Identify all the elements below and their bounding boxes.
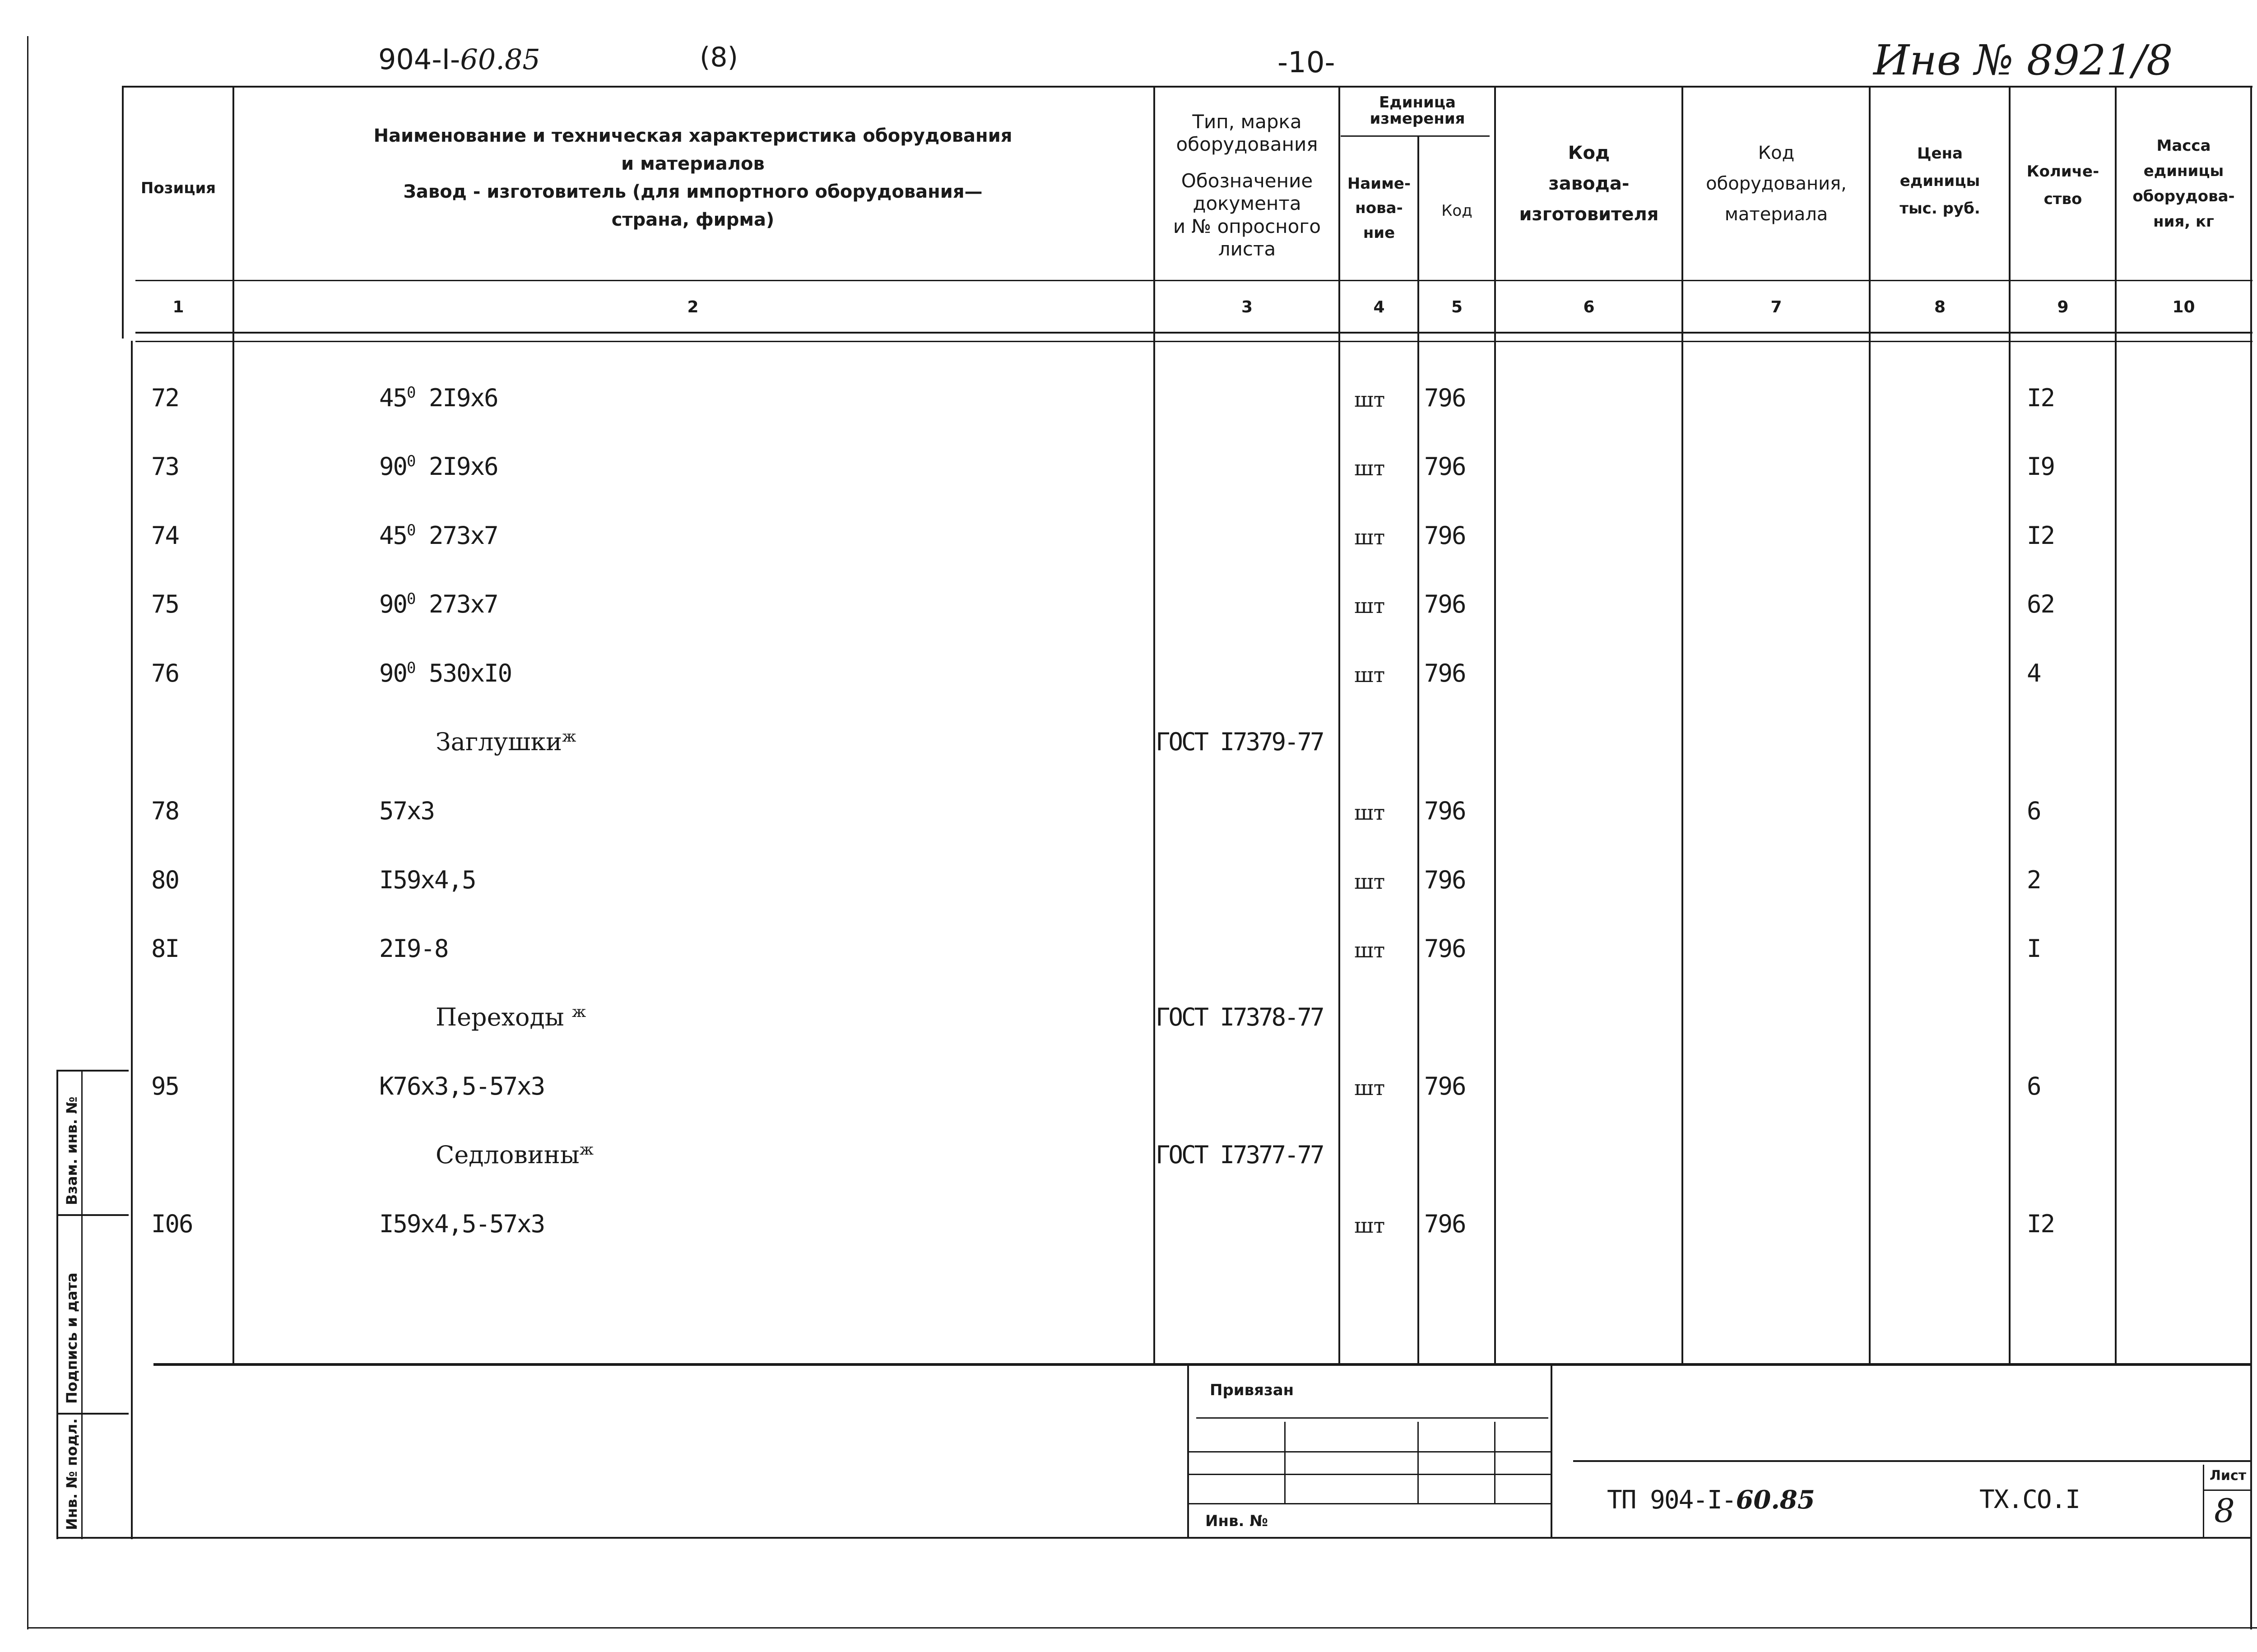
side-label-podpis: Подпись и дата (63, 1272, 80, 1404)
row-position: 80 (151, 866, 179, 894)
body-left-border (131, 341, 133, 1354)
group-standard: ГОСТ I7379-77 (1156, 728, 1323, 756)
frame-left (27, 36, 28, 1629)
row-quantity: 4 (2027, 659, 2041, 687)
header-material-code-line-1: Код (1758, 143, 1795, 163)
sheet-box-mid (2203, 1490, 2250, 1491)
row-degree: 0 (407, 659, 415, 677)
table-right-border (2250, 86, 2252, 1629)
group-footnote-mark: ж (579, 1141, 594, 1159)
row-item-name (379, 590, 498, 618)
row-quantity: I (2027, 934, 2041, 963)
colnum-5: 5 (1451, 298, 1463, 316)
header-name-line-1: Наименование и техническая характеристика оборудования (373, 125, 1012, 146)
table-row (0, 934, 2257, 970)
header-quantity-line-2: ство (2043, 190, 2082, 209)
stamp-doc-code (1607, 1485, 1815, 1515)
row-item-name (379, 452, 498, 481)
header-price-line-2: единицы (1899, 172, 1980, 190)
row-position: 74 (151, 521, 179, 550)
header-position: Позиция (140, 179, 216, 197)
header-name-line-2: и материалов (621, 153, 765, 174)
privyazan-label: Привязан (1210, 1381, 1294, 1399)
row-unit: шт (1354, 869, 1385, 894)
doc-code-suffix: 60.85 (460, 43, 540, 76)
row-unit-code: 796 (1424, 452, 1466, 481)
row-dimension: 530xI0 (429, 659, 512, 687)
colnum-2: 2 (687, 298, 699, 316)
header-material-code-line-3: материала (1724, 204, 1828, 225)
header-price (1871, 140, 2009, 223)
privyazan-div-1 (1284, 1422, 1286, 1503)
header-type-line-5: и № опросного (1173, 215, 1321, 237)
group-title-text: Седловины (436, 1141, 580, 1169)
group-footnote-mark: ж (571, 1003, 586, 1021)
sheet-label: Лист (2210, 1468, 2247, 1484)
colnum-6: 6 (1583, 298, 1595, 316)
header-factory-code-line-2: завода- (1548, 173, 1630, 194)
frame-bottom (27, 1627, 2257, 1629)
group-title (436, 728, 576, 756)
stamp-doc-code-prefix: ТП 904-I- (1607, 1485, 1736, 1515)
row-item-name (379, 659, 511, 687)
row-quantity: 6 (2027, 1072, 2041, 1100)
side-stamp-top (56, 1070, 129, 1072)
row-quantity: I2 (2027, 1210, 2055, 1238)
row-degree: 0 (407, 521, 415, 539)
header-mass-line-2: единицы (2143, 162, 2224, 181)
title-block-line (1573, 1460, 2250, 1462)
header-name (235, 122, 1151, 234)
row-position: 72 (151, 384, 179, 412)
row-dimension: K76x3,5-57x3 (379, 1072, 545, 1100)
header-unit-group-line-2: измерения (1370, 109, 1465, 128)
row-degree: 0 (407, 384, 415, 402)
group-footnote-mark: ж (562, 728, 576, 746)
group-title (436, 1003, 586, 1031)
row-dimension: 2I9x6 (429, 452, 498, 481)
table-row (0, 521, 2257, 557)
row-dimension: I59x4,5-57x3 (379, 1210, 545, 1238)
header-quantity-line-1: Количе- (2026, 162, 2099, 181)
header-unit-name-line-1: Наиме- (1347, 175, 1411, 193)
row-quantity: I2 (2027, 521, 2055, 550)
header-unit-name-line-2: нова- (1355, 199, 1403, 218)
privyazan-line-1 (1196, 1417, 1548, 1419)
privyazan-right (1551, 1363, 1552, 1537)
side-stamp-mid (81, 1070, 83, 1539)
table-row (0, 866, 2257, 902)
row-unit-code: 796 (1424, 659, 1466, 687)
table-group-row (0, 1003, 2257, 1039)
row-unit-code: 796 (1424, 797, 1466, 825)
header-factory-code-line-3: изготовителя (1519, 204, 1659, 225)
row-dimension: I59x4,5 (379, 866, 476, 894)
sheet-value: 8 (2214, 1492, 2235, 1530)
privyazan-line-2 (1187, 1451, 1551, 1452)
sheet-paren: (8) (700, 42, 738, 73)
group-standard: ГОСТ I7378-77 (1156, 1003, 1323, 1031)
row-unit: шт (1354, 525, 1385, 549)
row-degree: 0 (407, 590, 415, 608)
row-quantity: 6 (2027, 797, 2041, 825)
page-number: -10- (1277, 46, 1335, 79)
header-mass-line-4: ния, кг (2153, 213, 2214, 231)
row-dimension: 2I9x6 (429, 384, 498, 412)
row-unit-code: 796 (1424, 1072, 1466, 1100)
table-row (0, 1210, 2257, 1246)
header-type-line-4: документа (1193, 192, 1301, 215)
group-standard: ГОСТ I7377-77 (1156, 1141, 1323, 1169)
row-item-name (379, 521, 498, 550)
table-row (0, 452, 2257, 488)
row-quantity: 62 (2027, 590, 2055, 618)
header-type-line-2: оборудования (1176, 133, 1318, 156)
row-degree: 0 (407, 452, 415, 470)
privyazan-div-2 (1417, 1422, 1419, 1503)
row-unit: шт (1354, 1213, 1385, 1238)
colnum-3: 3 (1241, 298, 1253, 316)
row-unit: шт (1354, 594, 1385, 618)
group-title-text: Переходы (436, 1003, 564, 1031)
row-unit-code: 796 (1424, 934, 1466, 963)
header-bottom-line (135, 332, 2252, 334)
doc-code-prefix: 904-I- (378, 43, 460, 76)
group-title-text: Заглушки (436, 728, 562, 756)
header-price-line-1: Цена (1917, 144, 1963, 162)
header-material-code (1684, 138, 1869, 230)
row-position: 73 (151, 452, 179, 481)
row-quantity: 2 (2027, 866, 2041, 894)
group-title (436, 1141, 594, 1169)
row-angle: 90 (379, 590, 407, 618)
colnum-9: 9 (2057, 298, 2069, 316)
stamp-bottom-line (131, 1537, 2250, 1539)
row-angle: 45 (379, 521, 407, 550)
header-unit-name (1341, 172, 1417, 245)
row-unit-code: 796 (1424, 590, 1466, 618)
row-angle: 45 (379, 384, 407, 412)
row-unit: шт (1354, 1076, 1385, 1100)
row-position: 95 (151, 1072, 179, 1100)
row-quantity: I2 (2027, 384, 2055, 412)
header-name-line-4: страна, фирма) (611, 209, 775, 230)
table-group-row (0, 728, 2257, 764)
row-position: 76 (151, 659, 179, 687)
row-position: I06 (151, 1210, 193, 1238)
colnum-8: 8 (1934, 298, 1946, 316)
row-quantity: I9 (2027, 452, 2055, 481)
table-group-row (0, 1141, 2257, 1177)
stamp-tx-code: ТХ.СО.I (1979, 1485, 2080, 1514)
inv-number-label: Инв. № (1205, 1512, 1268, 1530)
table-left-border (122, 86, 124, 339)
row-unit-code: 796 (1424, 521, 1466, 550)
row-unit-code: 796 (1424, 866, 1466, 894)
inventory-number: Инв № 8921/8 (1873, 36, 2173, 84)
doc-code (378, 43, 540, 76)
table-row (0, 1072, 2257, 1108)
row-dimension: 2I9-8 (379, 934, 448, 963)
header-unit-group (1341, 95, 1494, 127)
table-top-line (122, 86, 2252, 88)
row-unit-code: 796 (1424, 1210, 1466, 1238)
row-position: 8I (151, 934, 179, 963)
header-type (1156, 111, 1338, 260)
row-unit-code: 796 (1424, 384, 1466, 412)
header-type-line-3: Обозначение (1181, 169, 1313, 192)
side-stamp-left (56, 1070, 58, 1539)
header-factory-code-line-1: Код (1568, 143, 1610, 163)
table-row (0, 659, 2257, 695)
row-item-name (379, 384, 498, 412)
colnum-10: 10 (2172, 298, 2195, 316)
table-row (0, 797, 2257, 833)
header-name-line-3: Завод - изготовитель (для импортного оборудования— (403, 181, 983, 202)
row-unit: шт (1354, 456, 1385, 480)
sheet-box-left (2203, 1465, 2204, 1537)
privyazan-left (1187, 1363, 1189, 1537)
header-material-code-line-2: оборудования, (1706, 173, 1847, 194)
header-unit-group-line-1: Единица (1379, 93, 1456, 111)
colnum-7: 7 (1770, 298, 1782, 316)
row-angle: 90 (379, 452, 407, 481)
row-dimension: 273x7 (429, 521, 498, 550)
side-label-inv-podl: Инв. № подл. (63, 1418, 80, 1530)
header-unit-name-line-3: ние (1363, 223, 1395, 242)
row-unit: шт (1354, 663, 1385, 687)
colnum-1: 1 (172, 298, 184, 316)
body-top-line (135, 341, 2252, 342)
row-unit: шт (1354, 387, 1385, 412)
header-type-line-6: листа (1218, 237, 1276, 260)
side-stamp-sep-1 (56, 1214, 129, 1216)
stamp-top-line (153, 1363, 2250, 1366)
side-label-vzam: Взам. инв. № (63, 1096, 80, 1205)
header-mass-line-1: Масса (2156, 137, 2211, 155)
privyazan-div-3 (1494, 1422, 1495, 1503)
privyazan-line-4 (1187, 1503, 1551, 1504)
header-sub-line (135, 280, 2252, 281)
header-quantity (2011, 158, 2115, 213)
unit-group-line (1341, 135, 1490, 137)
row-position: 75 (151, 590, 179, 618)
header-mass-line-3: оборудова- (2132, 187, 2235, 206)
header-mass (2117, 133, 2250, 234)
stamp-left-border (131, 1354, 133, 1539)
table-row (0, 384, 2257, 420)
row-dimension: 273x7 (429, 590, 498, 618)
header-type-line-1: Тип, марка (1192, 111, 1302, 133)
stamp-doc-code-suffix: 60.85 (1736, 1485, 1815, 1515)
privyazan-line-3 (1187, 1474, 1551, 1475)
row-dimension: 57x3 (379, 797, 435, 825)
side-stamp-bottom (56, 1537, 131, 1539)
row-position: 78 (151, 797, 179, 825)
row-unit: шт (1354, 938, 1385, 962)
header-price-line-3: тыс. руб. (1899, 200, 1980, 218)
row-unit: шт (1354, 800, 1385, 825)
colnum-4: 4 (1373, 298, 1385, 316)
side-stamp-sep-2 (56, 1413, 129, 1415)
header-factory-code (1496, 138, 1681, 230)
table-row (0, 590, 2257, 626)
row-angle: 90 (379, 659, 407, 687)
header-unit-code: Код (1441, 202, 1472, 220)
